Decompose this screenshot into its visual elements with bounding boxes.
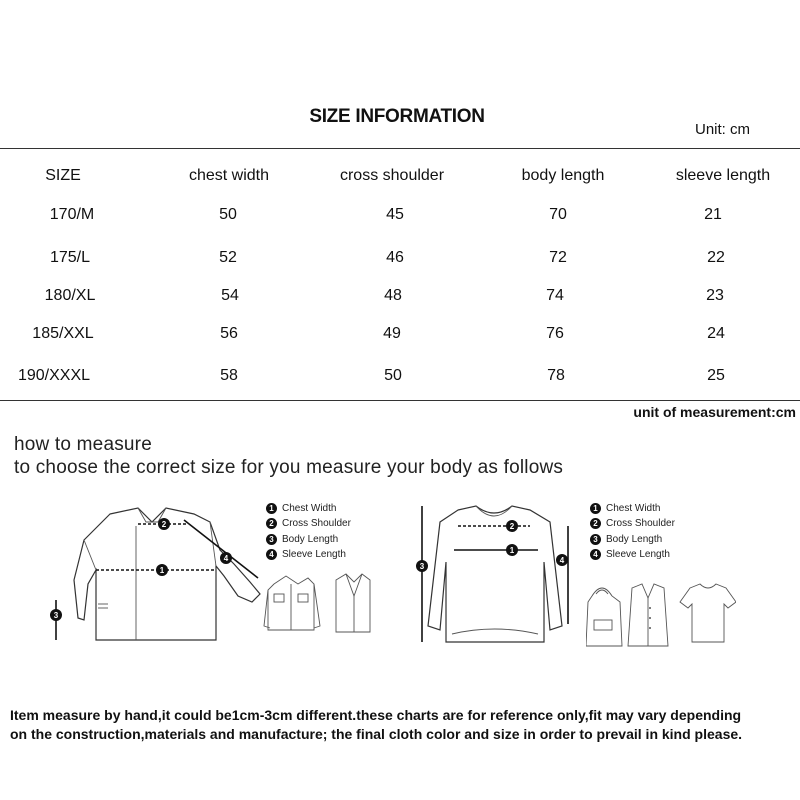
legend-label: Body Length — [282, 534, 339, 546]
coat-sketch — [336, 574, 370, 632]
svg-text:2: 2 — [161, 520, 167, 529]
svg-text:2: 2 — [509, 522, 515, 531]
sweater-measure-diagram — [402, 496, 584, 656]
legend-item-sleeve-length — [590, 549, 670, 560]
table-cell-chest: 50 — [219, 206, 237, 223]
table-cell-size: 185/XXL — [32, 325, 94, 342]
page-title — [0, 106, 800, 128]
table-cell-shoulder: 46 — [386, 249, 404, 266]
table-cell-body-length: 70 — [549, 206, 567, 223]
table-cell-body-length: 74 — [546, 287, 564, 304]
legend-num: 1 — [590, 503, 601, 514]
header-body-length: body length — [521, 167, 605, 184]
legend-label: Chest Width — [606, 503, 661, 515]
legend-num: 4 — [266, 549, 277, 560]
table-cell-body-length: 78 — [547, 367, 565, 384]
legend-label: Sleeve Length — [282, 549, 346, 561]
table-cell-size: 180/XL — [44, 287, 96, 304]
table-cell-sleeve-length: 23 — [706, 287, 724, 304]
svg-text:4: 4 — [223, 554, 229, 563]
header-size: SIZE — [45, 167, 81, 184]
table-cell-body-length: 76 — [546, 325, 564, 342]
header-chest-width: chest width — [188, 167, 270, 184]
table-cell-size: 175/L — [49, 249, 91, 266]
svg-text:4: 4 — [559, 556, 565, 565]
title-text: SIZE INFORMATION — [309, 106, 485, 127]
table-cell-body-length: 72 — [549, 249, 567, 266]
table-cell-chest: 56 — [220, 325, 238, 342]
legend-item-sleeve-length — [266, 549, 346, 560]
jacket-sketches — [262, 570, 372, 660]
svg-text:1: 1 — [509, 546, 515, 555]
table-cell-sleeve-length: 25 — [707, 367, 725, 384]
legend-item-cross-shoulder — [266, 518, 351, 529]
shirt-measure-diagram — [38, 500, 268, 660]
tshirt-sketch — [680, 584, 736, 642]
table-cell-size: 170/M — [49, 206, 95, 223]
legend-item-body-length — [590, 534, 662, 545]
table-cell-sleeve-length: 24 — [707, 325, 725, 342]
legend-num: 1 — [266, 503, 277, 514]
disclaimer-line-1: Item measure by hand,it could be1cm-3cm different.these charts are for reference only,fit may vary depending — [10, 707, 742, 723]
header-sleeve-length: sleeve length — [675, 167, 771, 184]
legend-item-cross-shoulder — [590, 518, 675, 529]
legend-num: 3 — [590, 534, 601, 545]
denim-jacket-sketch — [264, 576, 320, 630]
legend-num: 2 — [590, 518, 601, 529]
legend-num: 4 — [590, 549, 601, 560]
legend-label: Chest Width — [282, 503, 337, 515]
legend-label: Sleeve Length — [606, 549, 670, 561]
table-cell-shoulder: 45 — [386, 206, 404, 223]
svg-text:3: 3 — [53, 611, 59, 620]
svg-text:3: 3 — [419, 562, 425, 571]
disclaimer-line-2: on the construction,materials and manufacture; the final cloth color and size in order to prevail in kind please. — [10, 726, 743, 742]
legend-label: Cross Shoulder — [282, 518, 351, 530]
svg-text:1: 1 — [159, 566, 165, 575]
measurement-unit-note: unit of measurement:cm — [633, 404, 796, 420]
hoodie-sketch — [586, 588, 622, 646]
howto-heading: how to measure — [14, 434, 152, 455]
table-cell-shoulder: 48 — [384, 287, 402, 304]
table-cell-sleeve-length: 21 — [704, 206, 722, 223]
table-cell-chest: 52 — [219, 249, 237, 266]
table-cell-shoulder: 50 — [384, 367, 402, 384]
unit-label: Unit: cm — [695, 121, 751, 138]
howto-instructions: to choose the correct size for you measure your body as follows — [14, 457, 564, 478]
table-cell-shoulder: 49 — [383, 325, 401, 342]
top-sketches — [586, 580, 736, 660]
table-cell-chest: 54 — [221, 287, 239, 304]
legend-item-body-length — [266, 534, 338, 545]
table-cell-chest: 58 — [220, 367, 238, 384]
table-cell-sleeve-length: 22 — [707, 249, 725, 266]
table-bottom-divider — [0, 400, 800, 401]
legend-item-chest-width — [590, 503, 660, 514]
legend-num: 2 — [266, 518, 277, 529]
legend-num: 3 — [266, 534, 277, 545]
header-cross-shoulder: cross shoulder — [339, 167, 445, 184]
disclaimer — [10, 706, 795, 744]
legend-label: Body Length — [606, 534, 663, 546]
table-cell-size: 190/XXXL — [17, 367, 91, 384]
legend-label: Cross Shoulder — [606, 518, 675, 530]
cardigan-sketch — [628, 584, 668, 646]
legend-item-chest-width — [266, 503, 336, 514]
table-top-divider — [0, 148, 800, 149]
